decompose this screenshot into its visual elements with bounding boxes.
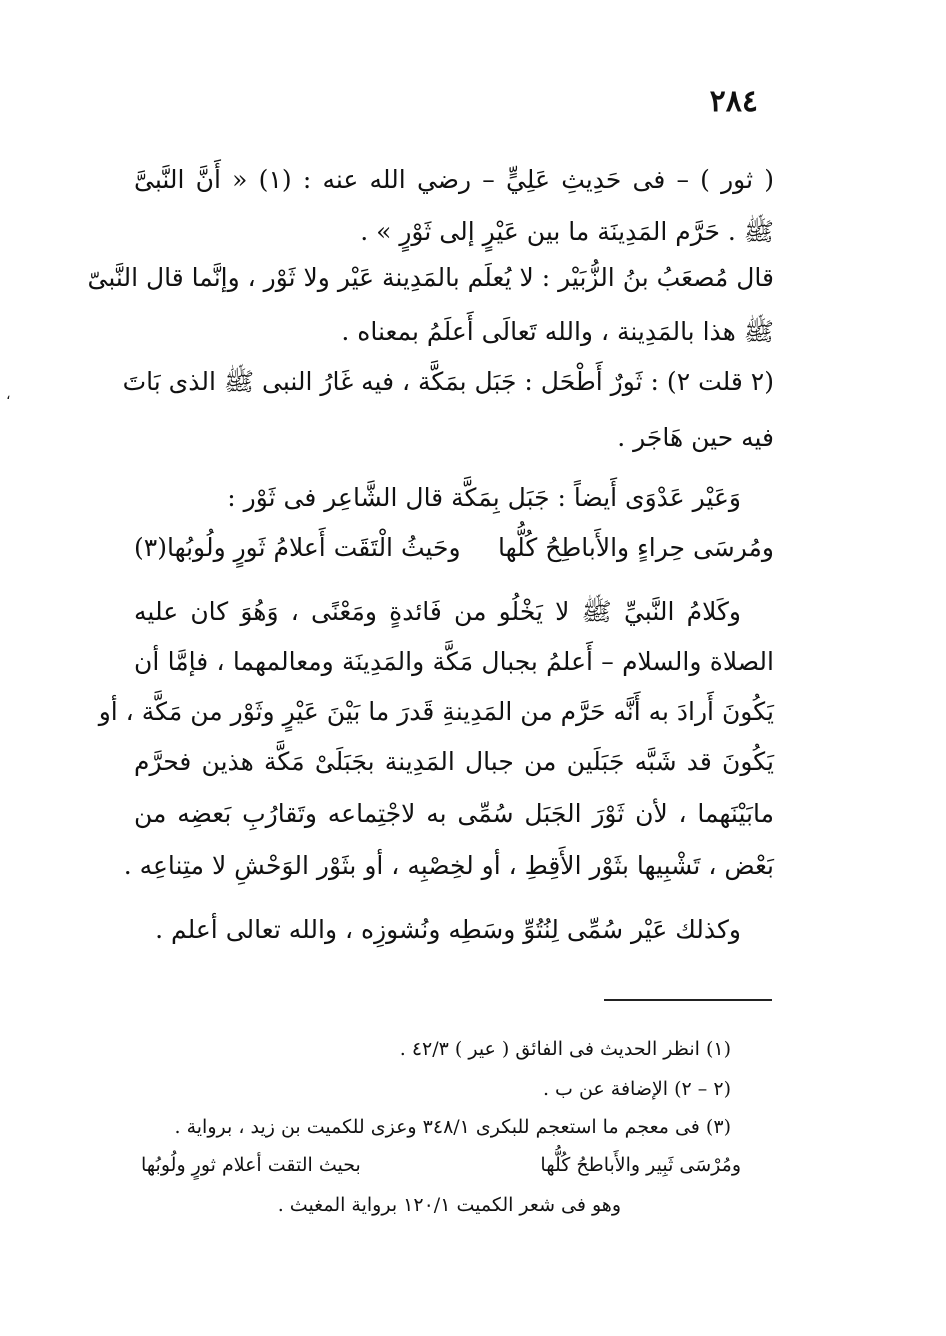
body-line: بَعْض ، تَشْبِيها بثَوْر الأَقِطِ ، أو لخِصْبِه ، أو بثَوْر الوَحْشِ لا متِناعِه . <box>123 851 774 880</box>
footnote-verse-second-hemistich: بحيث التقت أعلام ثورٍ ولُوبُها <box>141 1154 361 1176</box>
body-line: ﷺ . حَرَّم المَدِينَة ما بين عَيْرٍ إلى ثَوْرٍ » . <box>360 217 774 246</box>
margin-mark: ، <box>6 387 11 403</box>
footnote: (٣) فى معجم ما استعجم للبكرى ٣٤٨/١ وعزى للكميت بن زيد ، برواية . <box>174 1116 731 1138</box>
body-line: ﷺ هذا بالمَدِينة ، والله تَعالَى أَعلَمُ بمعناه . <box>341 317 774 346</box>
body-line: قال مُصعَبُ بنُ الزُّبَيْر : لا يُعلَم بالمَدِينة عَيْر ولا ثَوْر ، وإنَّما قال النَّبىّ <box>87 263 774 292</box>
footnote-divider <box>604 999 772 1001</box>
body-line: وكَلامُ النَّبيِّ ﷺ لا يَخْلُو من فَائدةٍ ومَعْنًى ، وَهُوَ كان عليه <box>134 597 741 626</box>
body-line: وكذلك عَيْر سُمِّى لِنُتُوِّ وسَطِه ونُشوزِه ، والله تعالى أعلم . <box>155 915 741 944</box>
poem-verse <box>134 528 774 568</box>
footnote: وهو فى شعر الكميت ١٢٠/١ برواية المغيث . <box>277 1194 621 1216</box>
verse-first-hemistich: ومُرسَى حِراءٍ والأَباطِحُ كُلُّها <box>497 533 774 562</box>
body-line: يَكُونَ أَرادَ به أَنَّه حَرَّم من المَدِينةِ قَدرَ ما بَيْنَ عَيْرٍ وثَوْر من مَكَّة ، أو <box>98 697 774 726</box>
footnote: (١) انظر الحديث فى الفائق ( عير ) ٤٢/٣ . <box>399 1038 731 1060</box>
footnote-verse <box>141 1150 741 1180</box>
body-line: مابَيْنَهما ، لأن ثَوْرَ الجَبَل سُمِّى به لاجْتِماعه وتَقارُبِ بَعضِه من <box>134 799 774 828</box>
body-line: الصلاة والسلام – أَعلمُ بجبال مَكَّة والمَدِينَة ومعالمهما ، فإمَّا أن <box>134 647 774 676</box>
footnote: (٢ – ٢) الإضافة عن ب . <box>542 1078 731 1100</box>
body-line: وَعَيْر عَدْوَى أَيضاً : جَبَل بِمَكَّة قال الشَّاعِر فى ثَوْر : <box>227 483 741 512</box>
body-line: فيه حين هَاجَر . <box>617 423 774 452</box>
body-line: ( ثور ) – فى حَدِيثِ عَلِيٍّ – رضي الله عنه : (١) « أَنَّ النَّبىَّ <box>134 165 774 194</box>
body-line: يَكُونَ قد شَبَّه جَبَلَين من جبال المَدِينة بجَبَلَىْ مَكَّة هذين فحرَّم <box>134 747 774 776</box>
page-number: ٢٨٤ <box>709 84 758 119</box>
body-line: (٢ قلت ٢) : ثَورٌ أَطْحَل : جَبَل بمَكَّة ، فيه غَارُ النبى ﷺ الذى بَاتَ <box>122 367 774 396</box>
verse-second-hemistich: وحَيثُ الْتَقَت أَعلامُ ثَورٍ ولُوبُها(٣) <box>134 533 461 562</box>
footnote-verse-first-hemistich: ومُرْسَى ثَبِير والأَباطحُ كُلُّها <box>540 1154 741 1176</box>
